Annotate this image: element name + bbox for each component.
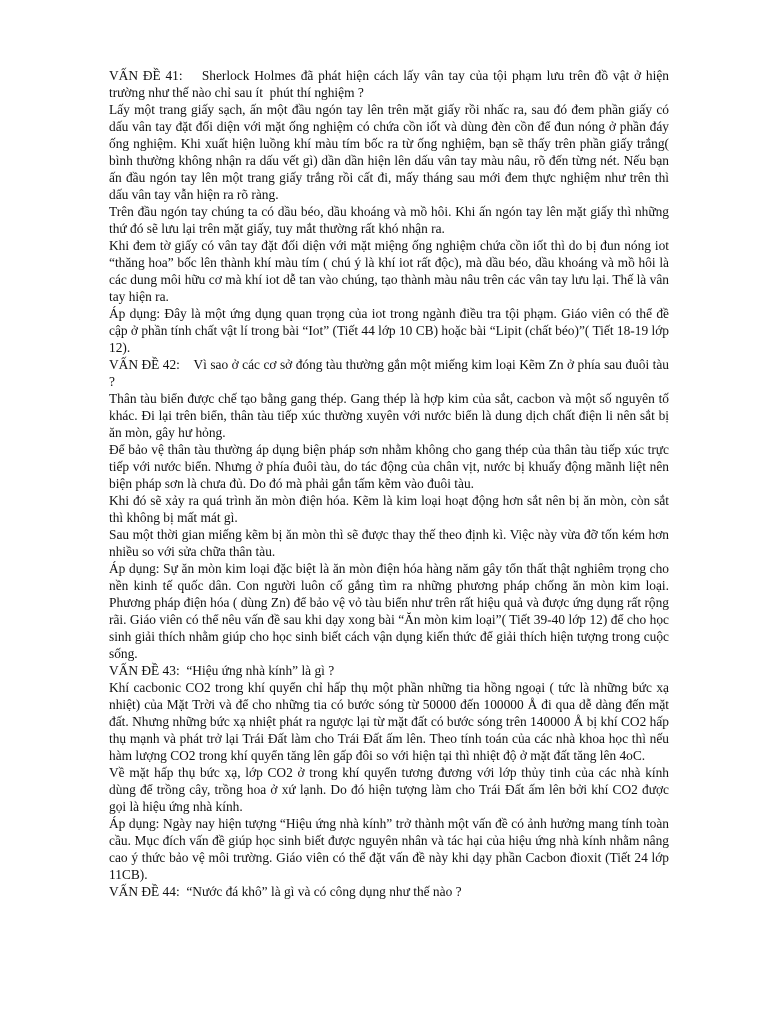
application-note: Áp dụng: Sự ăn mòn kim loại đặc biệt là ăn mòn điện hóa hàng năm gây tổn thất thật nghiêm trọng cho nền kinh tế quốc dân. Con người luôn cố gắng tìm ra những phương pháp chống ăn mòn kim loại. Phương pháp điện hóa ( dùng Zn) để bảo vệ vỏ tàu biển như trên rất hiệu quả và được ứng dụng rất rộng rãi. Giáo viên có thể nêu vấn đề sau khi dạy xong bài “Ăn mòn kim loại”( Tiết 39-40 lớp 12) để cho học sinh giải thích nhằm giúp cho học sinh biết cách vận dụng kiến thức để giải thích hiện tượng trong cuộc sống. [109,561,669,661]
section-heading-41: VẤN ĐỀ 41: Sherlock Holmes đã phát hiện cách lấy vân tay của tội phạm lưu trên đồ vật ở hiện trường như thế nào chỉ sau ít phút thí nghiệm ? [109,68,673,100]
paragraph: Để bảo vệ thân tàu thường áp dụng biện pháp sơn nhằm không cho gang thép của thân tàu tiếp xúc trực tiếp với nước biển. Nhưng ở phía đuôi tàu, do tác động của chân vịt, nước bị khuấy động mãnh liệt nên biện pháp sơn là chưa đủ. Do đó mà phải gắn tấm kẽm vào đuôi tàu. [109,442,669,491]
section-heading-43: VẤN ĐỀ 43: “Hiệu ứng nhà kính” là gì ? [109,663,335,678]
section-heading-44: VẤN ĐỀ 44: “Nước đá khô” là gì và có công dụng như thế nào ? [109,884,462,899]
paragraph: Trên đầu ngón tay chúng ta có dầu béo, dầu khoáng và mồ hôi. Khi ấn ngón tay lên mặt giấy thì những thứ đó sẽ lưu lại trên mặt giấy, tuy mắt thường rất khó nhận ra. [109,204,669,236]
application-note: Áp dụng: Ngày nay hiện tượng “Hiệu ứng nhà kính” trở thành một vấn đề có ảnh hưởng mang tính toàn cầu. Mục đích vấn đề giúp học sinh biết được nguyên nhân và tác hại của hiệu ứng nhà kính nhằm nâng cao ý thức bảo vệ môi trường. Giáo viên có thể đặt vấn đề này khi dạy phần Cacbon đioxit (Tiết 24 lớp 11CB). [109,816,669,882]
section-heading-42: VẤN ĐỀ 42: Vì sao ở các cơ sở đóng tàu thường gắn một miếng kim loại Kẽm Zn ở phía sau đuôi tàu ? [109,357,673,389]
paragraph: Lấy một trang giấy sạch, ấn một đầu ngón tay lên trên mặt giấy rồi nhấc ra, sau đó đem phần giấy có dấu vân tay đặt đối diện với mặt ống nghiệm có chứa cồn iốt và dùng đèn cồn để đun nóng ở phần đáy ống nghiệm. Khi xuất hiện luồng khí màu tím bốc ra từ ống nghiệm, bạn sẽ thấy trên phần giấy trắng( bình thường không nhận ra dấu vết gì) dần dần hiện lên dấu vân tay màu nâu, rõ đến từng nét. Nếu bạn ấn đầu ngón tay lên một trang giấy trắng rồi cất đi, mấy tháng sau mới đem thực nghiệm như trên thì dấu vân tay vẫn hiện ra rõ ràng. [109,102,669,202]
paragraph: Khí cacbonic CO2 trong khí quyển chỉ hấp thụ một phần những tia hồng ngoại ( tức là những bức xạ nhiệt) của Mặt Trời và để cho những tia có bước sóng từ 50000 đến 100000 Å đi qua dễ dàng đến mặt đất. Nhưng những bức xạ nhiệt phát ra ngược lại từ mặt đất có bước sóng trên 140000 Å bị khí CO2 hấp thụ mạnh và phát trở lại Trái Đất làm cho Trái Đất ấm lên. Theo tính toán của các nhà khoa học thì nếu hàm lượng CO2 trong khí quyển tăng lên gấp đôi so với hiện tại thì nhiệt độ ở mặt đất tăng lên 4oC. [109,680,669,763]
paragraph: Khi đem tờ giấy có vân tay đặt đối diện với mặt miệng ống nghiệm chứa cồn iốt thì do bị đun nóng iot “thăng hoa” bốc lên thành khí màu tím ( chú ý là khí iot rất độc), mà dầu béo, dầu khoáng và mồ hôi là các dung môi hữu cơ mà khí iot dễ tan vào chúng, tạo thành màu nâu trên các vân tay lưu lại. Thế là vân tay hiện ra. [109,238,669,304]
application-note: Áp dụng: Đây là một ứng dụng quan trọng của iot trong ngành điều tra tội phạm. Giáo viên có thể đề cập ở phần tính chất vật lí trong bài “Iot” (Tiết 44 lớp 10 CB) hoặc bài “Lipit (chất béo)”( Tiết 18-19 lớp 12). [109,306,669,355]
paragraph: Khi đó sẽ xảy ra quá trình ăn mòn điện hóa. Kẽm là kim loại hoạt động hơn sắt nên bị ăn mòn, còn sắt thì không bị mất mát gì. [109,493,669,525]
paragraph: Thân tàu biển được chế tạo bằng gang thép. Gang thép là hợp kim của sắt, cacbon và một số nguyên tố khác. Đi lại trên biển, thân tàu tiếp xúc thường xuyên với nước biển là dung dịch chất điện li nên sắt bị ăn mòn, gây hư hỏng. [109,391,669,440]
paragraph: Về mặt hấp thụ bức xạ, lớp CO2 ở trong khí quyển tương đương với lớp thủy tinh của các nhà kính dùng để trồng cây, trồng hoa ở xứ lạnh. Do đó hiện tượng làm cho Trái Đất ấm lên bởi khí CO2 được gọi là hiệu ứng nhà kính. [109,765,669,814]
document-body [109,67,673,900]
paragraph: Sau một thời gian miếng kẽm bị ăn mòn thì sẽ được thay thế theo định kì. Việc này vừa đỡ tốn kém hơn nhiều so với sửa chữa thân tàu. [109,527,669,559]
